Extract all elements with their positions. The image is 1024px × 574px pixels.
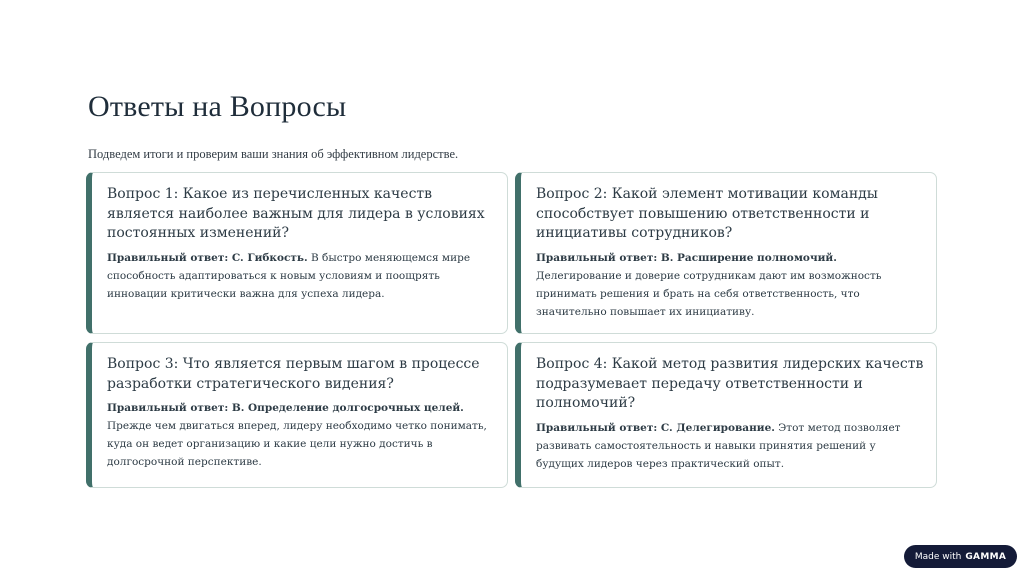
page-subtitle: Подведем итоги и проверим ваши знания об эффективном лидерстве. [88, 147, 459, 161]
answer-label: Правильный ответ: C. Делегирование. [536, 421, 775, 434]
answer-card-3 [86, 342, 508, 488]
gamma-logo: GAMMA [965, 551, 1007, 562]
card-question: Вопрос 2: Какой элемент мотивации команды способствует повышению ответственности и инициативы сотрудников? [536, 186, 878, 241]
answer-label: Правильный ответ: B. Расширение полномочий. [536, 251, 837, 264]
answer-card-1 [86, 172, 508, 334]
card-answer [107, 249, 495, 303]
card-answer [536, 419, 924, 473]
answer-label: Правильный ответ: B. Определение долгосрочных целей. [107, 402, 464, 414]
card-answer [107, 399, 495, 471]
card-question: Вопрос 1: Какое из перечисленных качеств является наиболее важным для лидера в условиях постоянных изменений? [107, 186, 485, 241]
answer-label: Правильный ответ: C. Гибкость. [107, 251, 308, 264]
answer-card-2 [515, 172, 937, 334]
answer-text: Прежде чем двигаться вперед, лидеру необходимо четко понимать, куда он ведет организацию и какие цели нужно достичь в долгосрочной перспективе. [107, 420, 487, 468]
badge-made-with-label: Made with [914, 551, 962, 562]
card-answer [536, 249, 924, 321]
answer-text: Делегирование и доверие сотрудникам дают им возможность принимать решения и брать на себя ответственность, что значительно повышает их инициативу. [536, 269, 882, 318]
card-question: Вопрос 3: Что является первым шагом в процессе разработки стратегического видения? [107, 356, 480, 392]
answer-text: В быстро меняющемся мире способность адаптироваться к новым условиям и поощрять инновации критически важна для успеха лидера. [107, 251, 471, 300]
answer-text: Этот метод позволяет развивать самостоятельность и навыки принятия решений у будущих лидеров через практический опыт. [536, 421, 901, 470]
page-title: Ответы на Вопросы [88, 90, 347, 123]
answer-card-4 [515, 342, 937, 488]
made-with-gamma-badge[interactable] [904, 545, 1017, 568]
card-question: Вопрос 4: Какой метод развития лидерских качеств подразумевает передачу ответственности и полномочий? [536, 356, 924, 411]
